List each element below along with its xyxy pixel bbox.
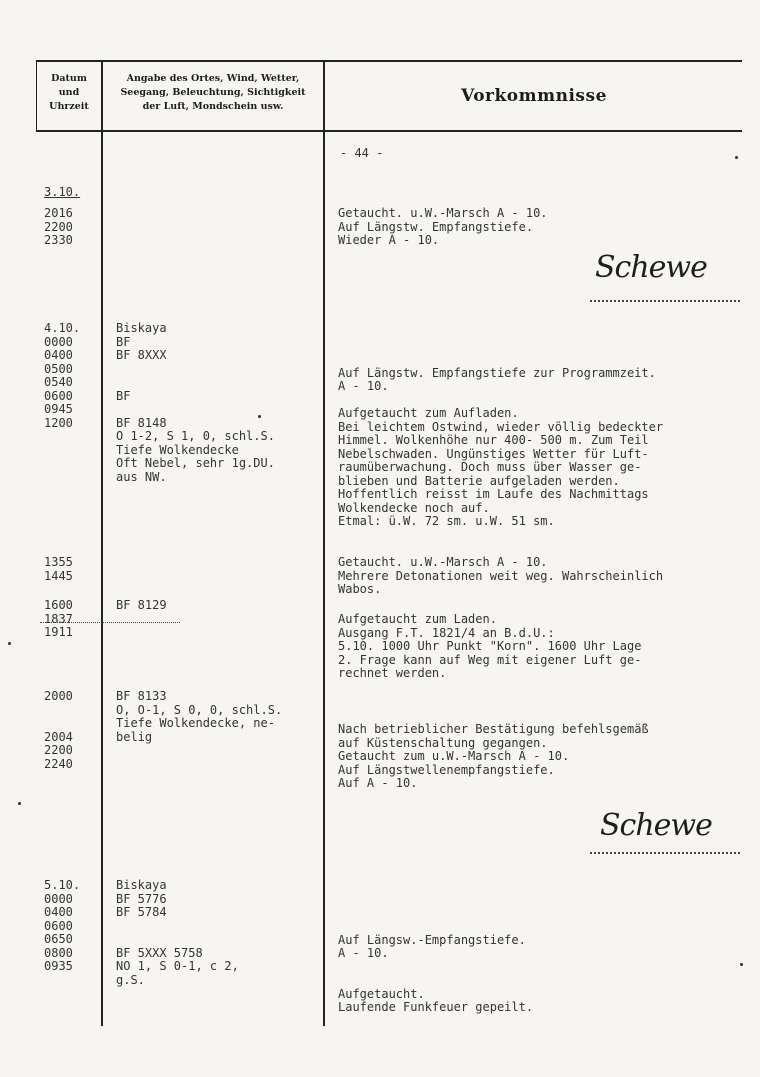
entry-times-1: 2016 2200 2330 <box>44 206 73 247</box>
signature-1: Schewe <box>595 250 707 285</box>
ink-speck <box>740 963 743 966</box>
entry-times-4: 1600 1837 1911 <box>44 598 73 639</box>
entry-times-6: 5.10. 0000 0400 0600 0650 0800 0935 <box>44 878 81 973</box>
entry-place-4: BF 8129 <box>116 598 167 612</box>
signature-line-2 <box>590 852 740 854</box>
entry-text-3: Getaucht. u.W.-Marsch A - 10. Mehrere Detonationen weit weg. Wahrscheinlich Wabos. <box>338 555 664 596</box>
entry-text-2: Auf Längstw. Empfangstiefe zur Programmzeit. A - 10. Aufgetaucht zum Aufladen. Bei leichtem Ostwind, wieder völlig bedeckter Himmel. Wolkenhöhe nur 400- 500 m. Zum Teil Nebelschwaden. Ungünstiges Wetter für Luft- raumüberwachung. Doch muss über Wasser ge- blieben und Batterie aufgeladen werden. Hoffentlich reisst im Laufe des Nachmittags Wolkendecke noch auf. Etmal: ü.W. 72 sm. u.W. 51 sm. <box>338 365 664 528</box>
entry-times-5: 2000 2004 2200 2240 <box>44 689 73 771</box>
ink-speck <box>8 642 11 645</box>
ink-speck <box>735 156 738 159</box>
date-3-10: 3.10. <box>44 185 81 199</box>
entry-text-6: Auf Längsw.-Empfangstiefe. A - 10. Aufgetaucht. Laufende Funkfeuer gepeilt. <box>338 932 534 1014</box>
header-bottom-rule <box>36 130 742 132</box>
entry-place-6: Biskaya BF 5776 BF 5784 BF 5XXX 5758 NO 1, S 0-1, c 2, g.S. <box>116 878 239 987</box>
signature-line-1 <box>590 300 740 302</box>
col-divider-2 <box>323 60 325 1026</box>
entry-4-dotted-line <box>40 622 180 623</box>
ink-speck <box>258 415 261 418</box>
top-rule <box>36 60 742 62</box>
col-divider-1 <box>101 60 103 1026</box>
header-events: Vorkommnisse <box>461 86 607 106</box>
entry-place-2: Biskaya BF BF 8XXX BF BF 8148 O 1-2, S 1, 0, schl.S. Tiefe Wolkendecke Oft Nebel, sehr 1g.DU. aus NW. <box>116 321 275 484</box>
signature-2: Schewe <box>600 808 712 843</box>
entry-text-4: Aufgetaucht zum Laden. Ausgang F.T. 1821/4 an B.d.U.: 5.10. 1000 Uhr Punkt "Korn". 1600 Uhr Lage 2. Frage kann auf Weg mit eigener Luft ge- rechnet werden. <box>338 612 642 680</box>
entry-text-5: Nach betrieblicher Bestätigung befehlsgemäß auf Küstenschaltung gegangen. Getaucht zum u.W.-Marsch A - 10. Auf Längstwellenempfangstiefe. Auf A - 10. <box>338 722 649 790</box>
left-margin-rule <box>36 60 37 130</box>
header-location-weather: Angabe des Ortes, Wind, Wetter, Seegang, Beleuchtung, Sichtigkeit der Luft, Mondschein usw. <box>120 73 306 112</box>
entry-times-3: 1355 1445 <box>44 555 73 583</box>
entry-text-1: Getaucht. u.W.-Marsch A - 10. Auf Längstw. Empfangstiefe. Wieder A - 10. <box>338 206 548 247</box>
entry-times-2: 4.10. 0000 0400 0500 0540 0600 0945 1200 <box>44 321 81 430</box>
entry-place-5: BF 8133 O, O-1, S 0, 0, schl.S. Tiefe Wolkendecke, ne- belig <box>116 689 283 744</box>
page-number: - 44 - <box>340 146 384 160</box>
header-date-time: Datum und Uhrzeit <box>49 73 89 112</box>
ink-speck <box>18 802 21 805</box>
